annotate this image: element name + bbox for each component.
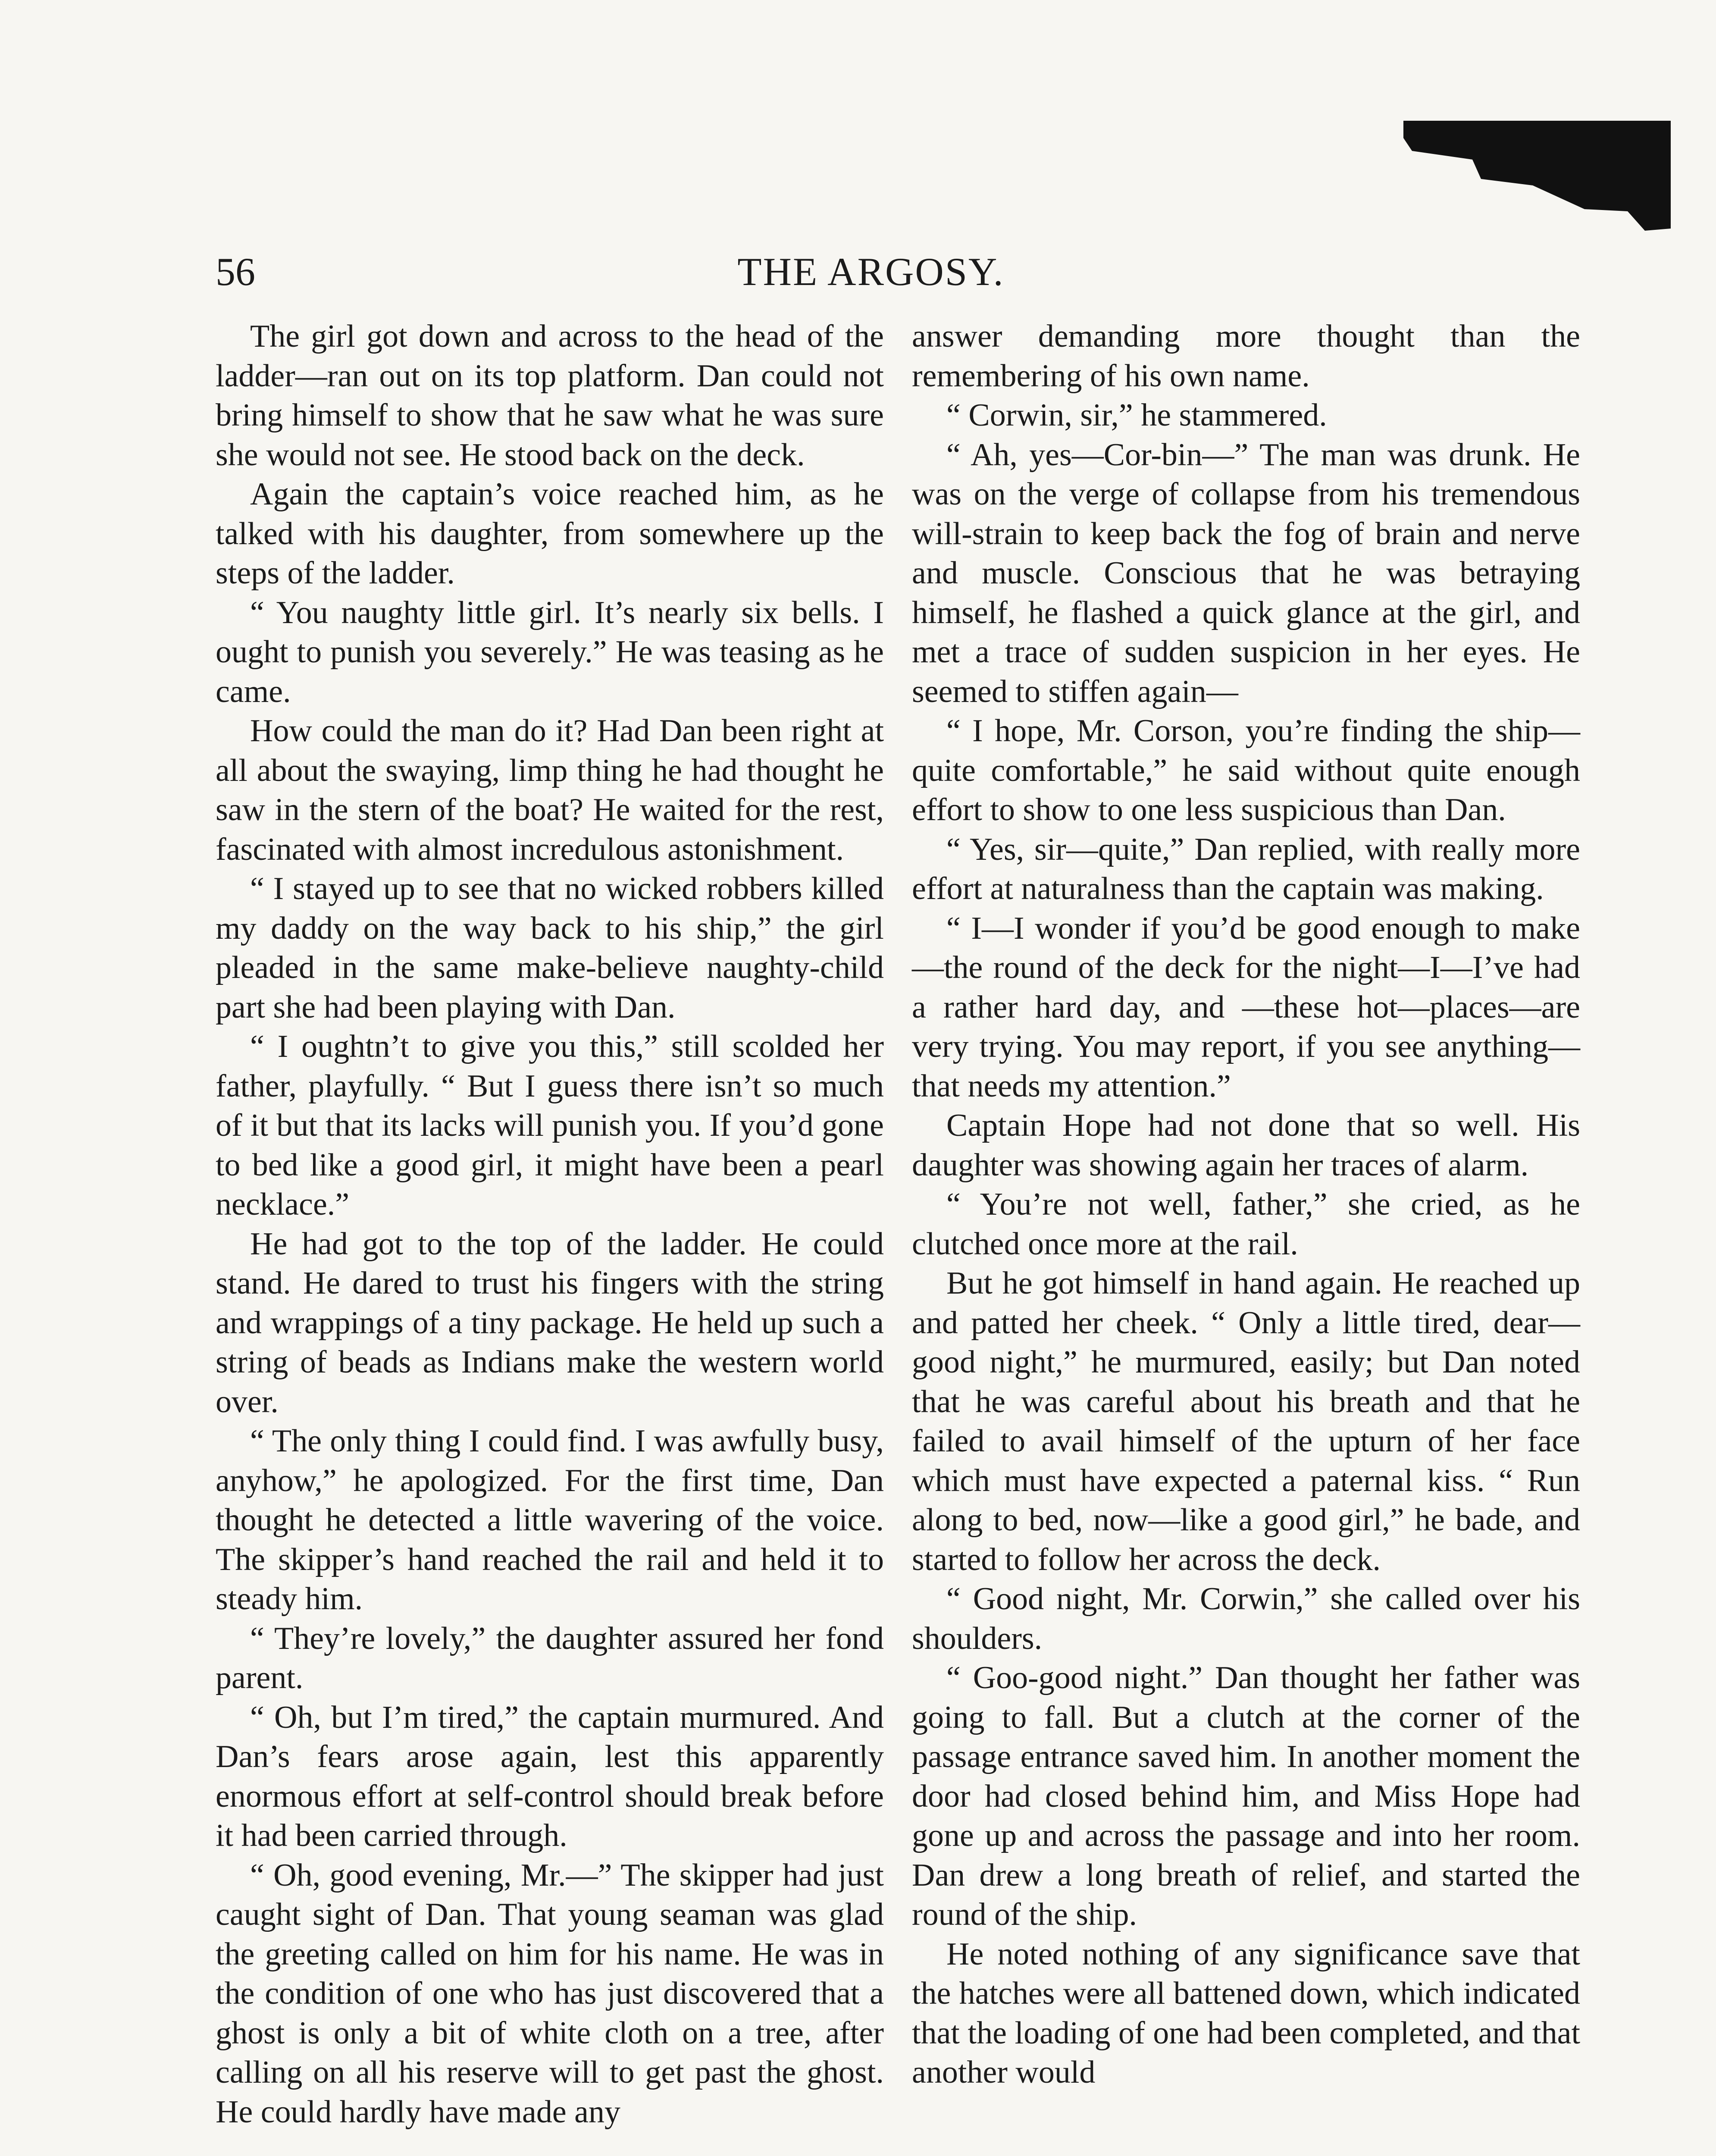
paragraph: “ Ah, yes—Cor-bin—” The man was drunk. He was on the verge of collapse from his tremendous will-strain to keep back the fog of brain and nerve and muscle. Conscious that he was betraying himself, he flashed a quick glance at the girl, and met a trace of sudden suspicion in her eyes. He seemed to stiffen again— bbox=[912, 437, 1580, 709]
paragraph: “ I stayed up to see that no wicked robbers killed my daddy on the way back to his ship,” the girl pleaded in the same make-believe naughty-child part she had been playing with Dan. bbox=[216, 871, 884, 1025]
page-number: 56 bbox=[216, 250, 255, 294]
paragraph: Captain Hope had not done that so well. His daughter was showing again her traces of alarm. bbox=[912, 1108, 1580, 1183]
paragraph: He had got to the top of the ladder. He could stand. He dared to trust his fingers with the string and wrappings of a tiny package. He held up such a string of beads as Indians make the western world over. bbox=[216, 1226, 884, 1420]
paragraph: The girl got down and across to the head of the ladder—ran out on its top platform. Dan could not bring himself to show that he saw what he was sure she would not see. He stood back on the deck. bbox=[216, 319, 884, 473]
paragraph: “ Oh, good evening, Mr.—” The skipper had just caught sight of Dan. That young seaman was glad the greeting called on him for his name. He was in the condition of one who has just discovered that a ghost is only a bit of white cloth on a tree, after calling on all his reserve will to get past the ghost. He could hardly have made any bbox=[216, 1857, 884, 2130]
paragraph: “ They’re lovely,” the daughter assured her fond parent. bbox=[216, 1620, 884, 1695]
paragraph: But he got himself in hand again. He reached up and patted her cheek. “ Only a little tired, dear—good night,” he murmured, easily; but Dan noted that he was careful about his breath and that he failed to avail himself of the upturn of her face which must have expected a paternal kiss. “ Run along to bed, now—like a good girl,” he bade, and started to follow her across the deck. bbox=[912, 1266, 1580, 1577]
paragraph: “ I oughtn’t to give you this,” still scolded her father, playfully. “ But I guess there isn’t so much of it but that its lacks will punish you. If you’d gone to bed like a good girl, it might have been a pearl necklace.” bbox=[216, 1029, 884, 1222]
paragraph: “ Corwin, sir,” he stammered. bbox=[946, 398, 1327, 433]
paragraph: “ Yes, sir—quite,” Dan replied, with really more effort at naturalness than the captain was making. bbox=[912, 831, 1580, 906]
left-column bbox=[216, 317, 884, 2132]
paragraph: “ The only thing I could find. I was awfully busy, anyhow,” he apologized. For the first time, Dan thought he detected a little wavering of the voice. The skipper’s hand reached the rail and held it to steady him. bbox=[216, 1423, 884, 1617]
paragraph: “ Goo-good night.” Dan thought her father was going to fall. But a clutch at the corner of the passage entrance saved him. In another moment the door had closed behind him, and Miss Hope had gone up and across the passage and into her room. Dan drew a long breath of relief, and started the round of the ship. bbox=[912, 1660, 1580, 1932]
paragraph-continuation: answer demanding more thought than the remembering of his own name. bbox=[912, 319, 1580, 394]
torn-corner-mark bbox=[1403, 121, 1671, 237]
paragraph: How could the man do it? Had Dan been right at all about the swaying, limp thing he had thought he saw in the stern of the boat? He waited for the rest, fascinated with almost incredulous astonishment. bbox=[216, 713, 884, 867]
paragraph: “ Good night, Mr. Corwin,” she called over his shoulders. bbox=[912, 1581, 1580, 1656]
paragraph: “ Oh, but I’m tired,” the captain murmured. And Dan’s fears arose again, lest this apparently enormous effort at self-control should break before it had been carried through. bbox=[216, 1699, 884, 1853]
paragraph: “ I hope, Mr. Corson, you’re finding the ship—quite comfortable,” he said without quite enough effort to show to one less suspicious than Dan. bbox=[912, 713, 1580, 827]
right-column bbox=[912, 317, 1580, 2093]
paragraph: Again the captain’s voice reached him, as he talked with his daughter, from somewhere up the steps of the ladder. bbox=[216, 476, 884, 591]
running-title: THE ARGOSY. bbox=[737, 250, 1005, 294]
paragraph: He noted nothing of any significance save that the hatches were all battened down, which indicated that the loading of one had been completed, and that another would bbox=[912, 1936, 1580, 2090]
paragraph: “ You naughty little girl. It’s nearly six bells. I ought to punish you severely.” He was teasing as he came. bbox=[216, 595, 884, 709]
page-header bbox=[216, 246, 1526, 298]
paragraph: “ You’re not well, father,” she cried, as he clutched once more at the rail. bbox=[912, 1187, 1580, 1262]
paragraph: “ I—I wonder if you’d be good enough to make—the round of the deck for the night—I—I’ve had a rather hard day, and —these hot—places—are very trying. You may report, if you see anything—that needs my attention.” bbox=[912, 910, 1580, 1104]
